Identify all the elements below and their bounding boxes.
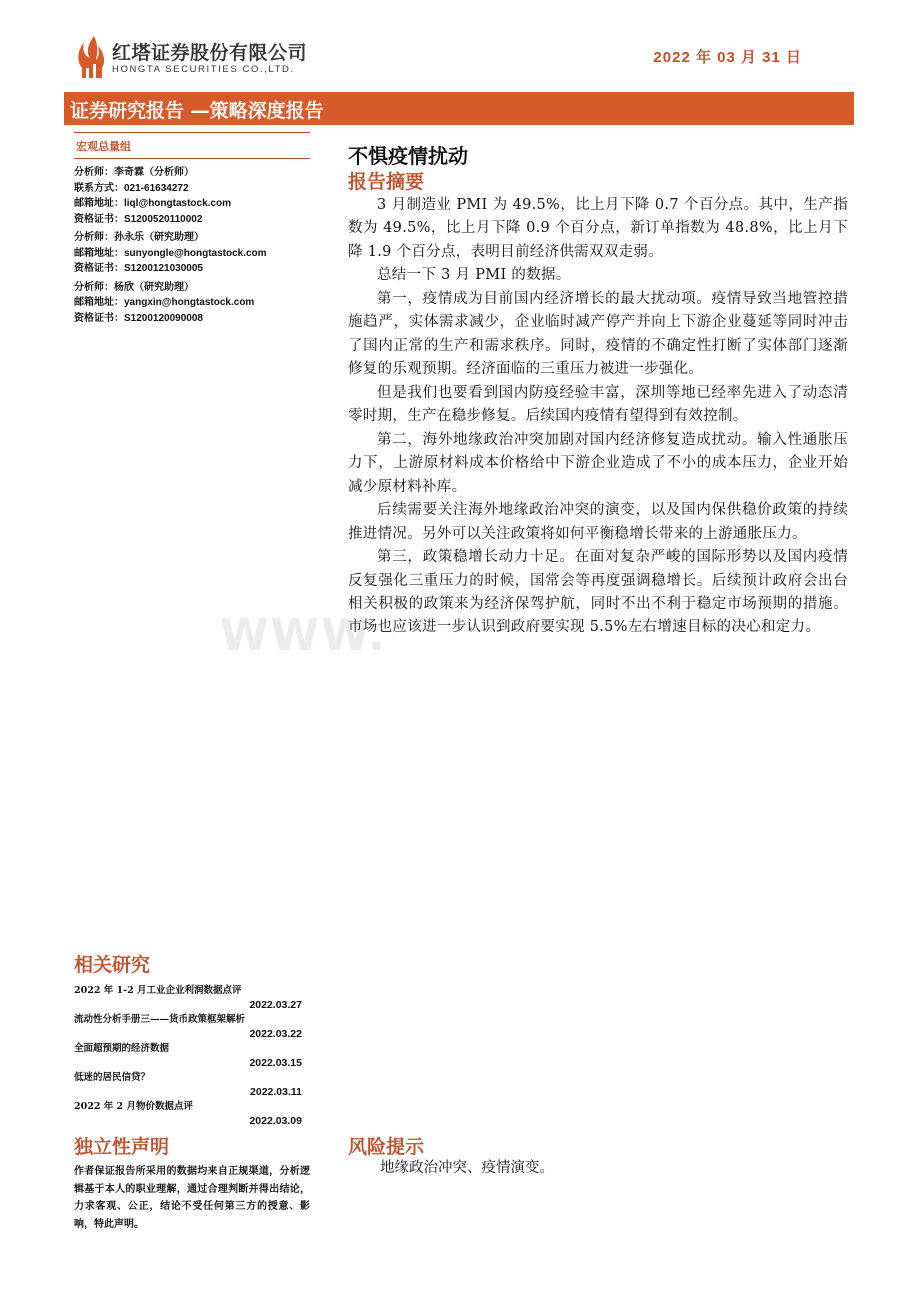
company-logo <box>74 34 324 82</box>
info-value[interactable]: sunyongle@hongtastock.com <box>124 247 267 259</box>
info-key: 分析师： <box>74 167 114 178</box>
independence-title: 独立性声明 <box>74 1136 170 1158</box>
related-item-title: 全面超预期的经济数据 <box>74 1043 170 1054</box>
analyst-info-line <box>74 230 310 246</box>
info-key: 邮箱地址： <box>74 247 124 259</box>
independence-text: 作者保证报告所采用的数据均来自正规渠道，分析逻辑基于本人的职业理解，通过合理判断并得出结论，力求客观、公正，结论不受任何第三方的授意、影响，特此声明。 <box>74 1166 310 1230</box>
related-item-title: 低迷的居民信贷？ <box>74 1072 151 1083</box>
info-key: 分析师： <box>74 281 114 293</box>
analyst-info-line <box>74 311 310 327</box>
abstract-paragraph: 后续需要关注海外地缘政治冲突的演变，以及国内保供稳价政策的持续推进情况。另外可以关注政策将如何平衡稳增长带来的上游通胀压力。 <box>348 502 848 542</box>
related-research-title: 相关研究 <box>74 954 151 976</box>
info-value: 李奇霖（分析师） <box>114 167 194 178</box>
abstract-paragraph: 第一，疫情成为目前国内经济增长的最大扰动项。疫情导致当地管控措施趋严，实体需求减少，企业临时减产停产并向上下游企业蔓延等同时冲击了国内正常的生产和需求秩序。同时，疫情的不确定性打断了实体部门逐渐修复的乐观预期。经济面临的三重压力被进一步强化。 <box>348 291 848 378</box>
info-key: 邮箱地址： <box>74 198 124 209</box>
info-value[interactable]: liql@hongtastock.com <box>124 198 231 209</box>
analyst-sidebar <box>74 132 310 326</box>
info-key: 联系方式： <box>74 182 124 194</box>
info-value: 孙永乐（研究助理） <box>114 232 204 243</box>
company-name-en: HONGTA SECURITIES CO.,LTD. <box>112 64 295 75</box>
abstract-paragraph: 总结一下 3 月 PMI 的数据。 <box>377 267 571 284</box>
info-value: S1200120090008 <box>124 312 203 324</box>
info-key: 资格证书： <box>74 312 124 324</box>
info-value: S1200520110002 <box>124 213 203 225</box>
company-name-cn: 红塔证券股份有限公司 <box>112 42 308 64</box>
info-key: 资格证书： <box>74 263 124 274</box>
related-item-date: 2022.03.11 <box>250 1086 302 1098</box>
related-item[interactable] <box>74 983 302 1012</box>
analyst-list <box>74 165 310 326</box>
info-key: 资格证书： <box>74 213 124 225</box>
info-value: S1200121030005 <box>124 263 203 274</box>
banner-title: 证券研究报告 —策略深度报告 <box>70 100 324 122</box>
info-value: 杨欣（研究助理） <box>114 281 194 293</box>
analyst-info-line <box>74 165 310 181</box>
abstract-paragraph: 第三，政策稳增长动力十足。在面对复杂严峻的国际形势以及国内疫情反复强化三重压力的时候，国常会等再度强调稳增长。后续预计政府会出台相关积极的政策来为经济保驾护航，同时不出不利于稳定市场预期的措施。市场也应该进一步认识到政府要实现 5.5%左右增速目标的决心和定力。 <box>348 549 848 636</box>
info-value[interactable]: yangxin@hongtastock.com <box>124 297 255 308</box>
related-item-title: 2022 年 1-2 月工业企业利润数据点评 <box>74 985 242 996</box>
analyst-info-line <box>74 196 310 212</box>
risk-text: 地缘政治冲突、疫情演变。 <box>380 1160 554 1176</box>
report-date: 2022 年 03 月 31 日 <box>653 49 802 66</box>
related-item[interactable] <box>74 1099 302 1128</box>
analyst-info-line <box>74 280 310 296</box>
related-item-date: 2022.03.09 <box>249 1115 302 1127</box>
related-item[interactable] <box>74 1012 302 1041</box>
watermark-url: WWW. <box>220 610 387 661</box>
team-name: 宏观总量组 <box>74 132 310 159</box>
related-item[interactable] <box>74 1070 302 1099</box>
analyst-info-line <box>74 212 310 228</box>
related-research <box>74 950 302 1128</box>
abstract-body <box>348 194 848 640</box>
related-item-date: 2022.03.15 <box>249 1057 302 1069</box>
report-type-banner <box>64 92 854 125</box>
abstract-title: 报告摘要 <box>348 171 425 193</box>
report-title: 不惧疫情扰动 <box>348 144 468 168</box>
analyst-info-line <box>74 295 310 311</box>
related-item-title: 流动性分析手册三——货币政策框架解析 <box>74 1014 246 1025</box>
analyst-block <box>74 230 310 277</box>
risk-title: 风险提示 <box>348 1136 425 1158</box>
abstract-paragraph: 3 月制造业 PMI 为 49.5%，比上月下降 0.7 个百分点。其中，生产指数为 49.5%，比上月下降 0.9 个百分点，新订单指数为 48.8%，比上月下降 1.9 个百分点，表明目前经济供需双双走弱。 <box>348 197 848 260</box>
analyst-info-line <box>74 181 310 197</box>
independence-statement <box>74 1132 310 1233</box>
related-item[interactable] <box>74 1041 302 1070</box>
info-value: 021-61634272 <box>124 182 189 194</box>
analyst-info-line <box>74 246 310 262</box>
analyst-block <box>74 280 310 327</box>
abstract-paragraph: 第二，海外地缘政治冲突加剧对国内经济修复造成扰动。输入性通胀压力下，上游原材料成本价格给中下游企业造成了不小的成本压力，企业开始减少原材料补库。 <box>348 431 848 495</box>
related-item-date: 2022.03.27 <box>249 999 302 1011</box>
related-item-title: 2022 年 2 月物价数据点评 <box>74 1101 193 1112</box>
related-list <box>74 983 302 1128</box>
info-key: 邮箱地址： <box>74 297 124 308</box>
tower-logo-icon <box>74 34 108 80</box>
abstract-paragraph: 但是我们也要看到国内防疫经验丰富，深圳等地已经率先进入了动态清零时期，生产在稳步修复。后续国内疫情有望得到有效控制。 <box>348 384 848 425</box>
related-item-date: 2022.03.22 <box>249 1028 302 1040</box>
analyst-block <box>74 165 310 227</box>
info-key: 分析师： <box>74 232 114 243</box>
analyst-info-line <box>74 261 310 277</box>
